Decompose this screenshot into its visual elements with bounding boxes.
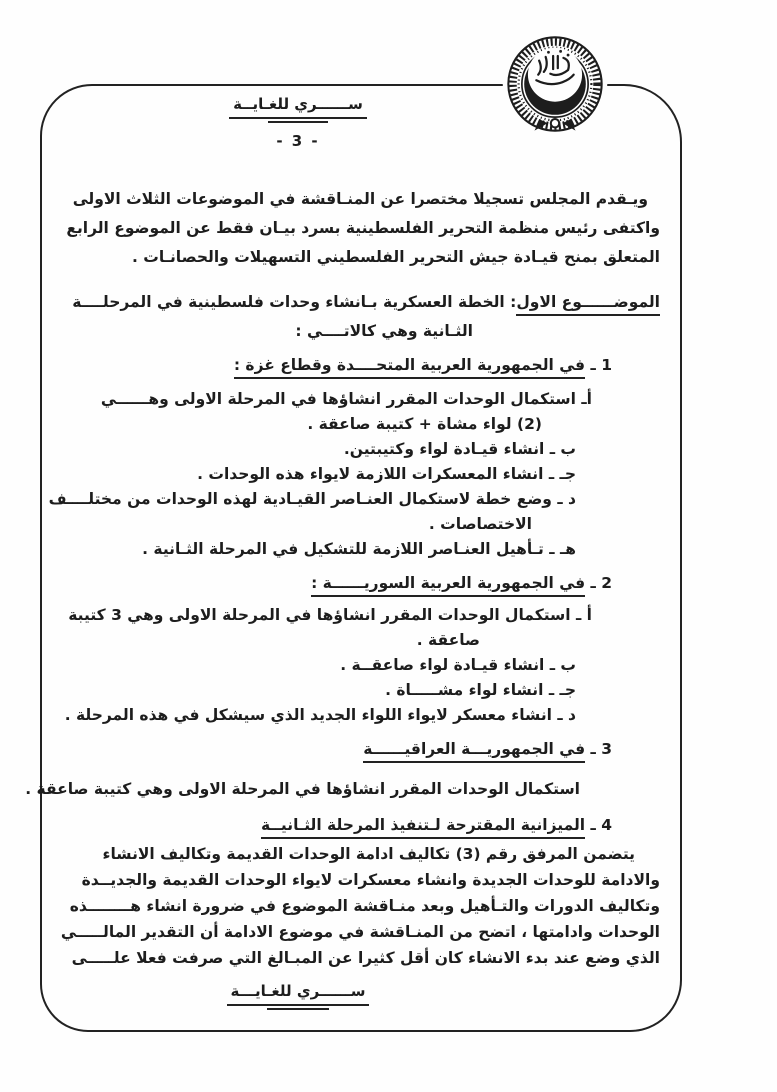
section-2-number: 2 ـ: [590, 574, 612, 592]
section-3-text: استكمال الوحدات المقرر انشاؤها في المرحلة الاولى وهي كتيبة صاعقة .: [25, 780, 580, 798]
section-4-heading: [75, 812, 660, 839]
section-4-number: 4 ـ: [590, 816, 612, 834]
section-1-heading: [75, 352, 660, 379]
list-item: د ـ انشاء معسكر لايواء اللواء الجديد الذي سيشكل في هذه المرحلة .: [64, 706, 576, 724]
budget-paragraph-line: الوحدات وادامتها ، اتضح من المنـاقشة في موضوع الادامة أن التقدير المالـــــي: [60, 923, 660, 941]
document-body: [25, 185, 660, 971]
list-item-continuation: (2) لواء مشاة + كتيبة صاعقة .: [307, 415, 542, 433]
list-item: أـ استكمال الوحدات المقرر انشاؤها في المرحلة الاولى وهــــــي: [100, 390, 592, 408]
topic-heading: [72, 288, 660, 317]
topic-label: الموضــــــوع الاول: [516, 293, 660, 316]
classification-footer-text: ســــــري للغـايـــة: [227, 982, 370, 1006]
section-1-title: في الجمهورية العربية المتحــــدة وقطاع غزة :: [234, 356, 585, 379]
budget-paragraph-line: وتكاليف الدورات والتـأهيل وبعد منـاقشة الموضوع في ضرورة انشاء هــــــــذه: [69, 897, 660, 915]
classification-footer: [218, 982, 378, 1006]
list-item: أ ـ استكمال الوحدات المقرر انشاؤها في المرحلة الاولى وهي 3 كتيبة: [68, 606, 592, 624]
list-item: ب ـ انشاء قيـادة لواء وكتيبتين.: [343, 440, 576, 458]
arab-league-seal-icon: [499, 28, 611, 140]
intro-line: واكتفى رئيس منظمة التحرير الفلسطينية بسرد بيـان فقط عن الموضوع الرابع: [66, 219, 660, 237]
list-item: ب ـ انشاء قيـادة لواء صاعقــة .: [340, 656, 576, 674]
section-3-title: في الجمهوريـــة العراقيــــــة: [363, 740, 585, 763]
section-3-number: 3 ـ: [590, 740, 612, 758]
budget-paragraph-line: الذي وضع عند بدء الانشاء كان أقل كثيرا عن المبـالغ التي صرفت فعلا علـــــى: [71, 949, 660, 967]
topic-heading-line2: الثـانية وهي كالاتــــي :: [295, 322, 473, 340]
classification-banner: [218, 95, 378, 119]
list-item-continuation: صاعقة .: [416, 631, 480, 649]
section-2-heading: [75, 570, 660, 597]
list-item: جـ ـ انشاء لواء مشـــــاة .: [385, 681, 576, 699]
section-2-title: في الجمهورية العربية السوريــــــة :: [311, 574, 585, 597]
section-4-title: الميزانية المقترحة لـتنفيذ المرحلة الثـانيــة: [261, 816, 585, 839]
section-3-heading: [75, 736, 660, 763]
list-item: هـ ـ تـأهيل العنـاصر اللازمة للتشكيل في المرحلة الثـانية .: [142, 540, 576, 558]
list-item: د ـ وضع خطة لاستكمال العنـاصر القيـادية لهذه الوحدات من مختلــــف: [48, 490, 576, 508]
section-1-number: 1 ـ: [590, 356, 612, 374]
topic-text: : الخطة العسكرية بـانشاء وحدات فلسطينية في المرحلــــة: [72, 293, 517, 311]
intro-line: المتعلق بمنح قيـادة جيش التحرير الفلسطيني التسهيلات والحصانـات .: [131, 248, 660, 266]
list-item: جـ ـ انشاء المعسكرات اللازمة لايواء هذه الوحدات .: [197, 465, 576, 483]
intro-line: ويـقدم المجلس تسجيلا مختصرا عن المنـاقشة في الموضوعات الثلاث الاولى: [72, 190, 648, 208]
budget-paragraph-line: والادامة للوحدات الجديدة وانشاء معسكرات لايواء الوحدات القديمة والجديــدة: [81, 871, 660, 889]
page-number: - 3 -: [276, 132, 320, 150]
classification-text: ســــــري للغـايــة: [229, 95, 367, 119]
list-item-continuation: الاختصاصات .: [428, 515, 532, 533]
budget-paragraph-line: يتضمن المرفق رقم (3) تكاليف ادامة الوحدات القديمة وتكاليف الانشاء: [102, 845, 635, 863]
